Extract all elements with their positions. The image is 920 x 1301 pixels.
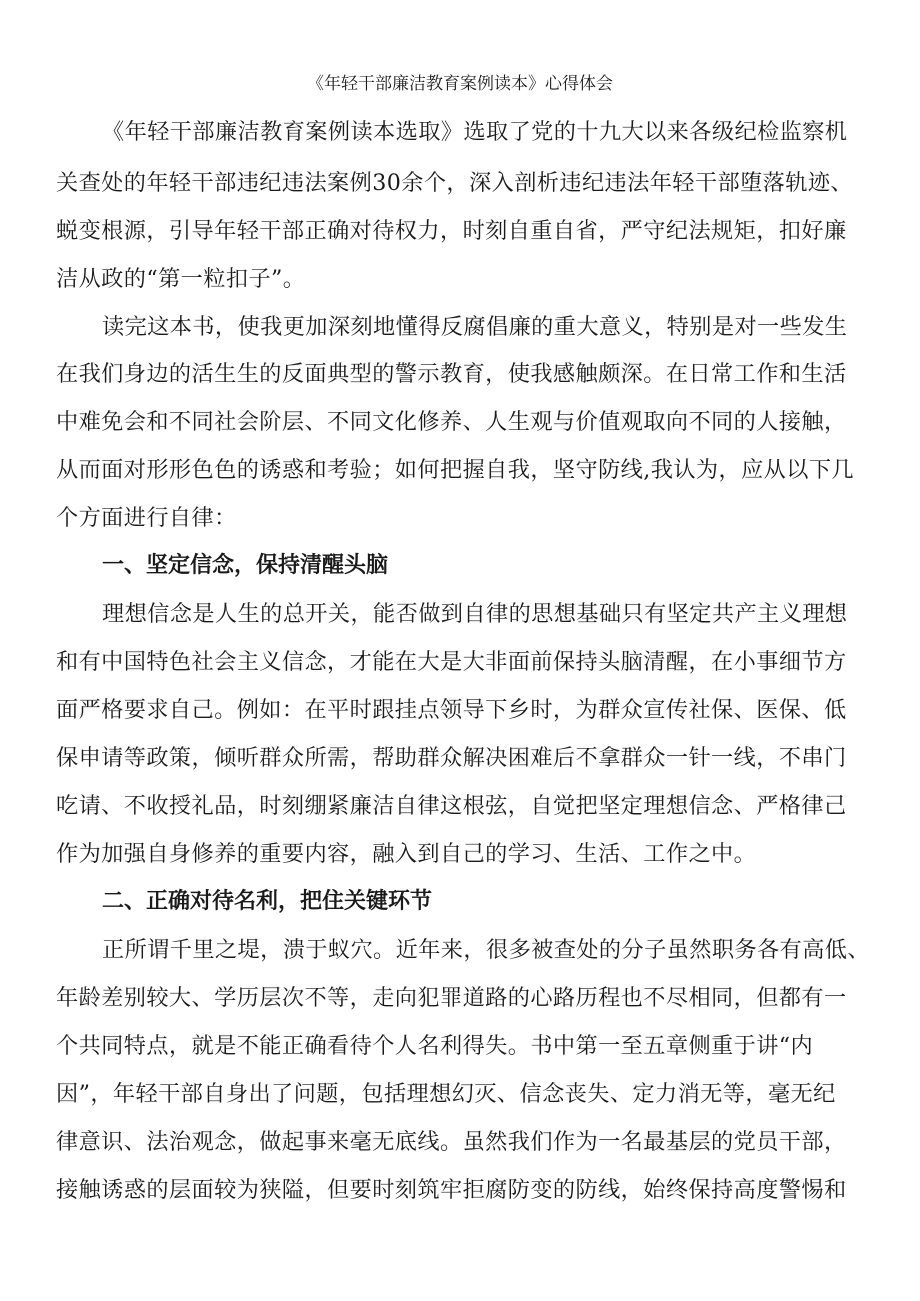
section-2-line-3: 个共同特点，就是不能正确看待个人名利得失。书中第一至五章侧重于讲“内: [56, 1033, 814, 1059]
paragraph-2-line-5: 个方面进行自律：: [56, 505, 237, 531]
paragraph-2-line-3: 中难免会和不同社会阶层、不同文化修养、人生观与价值观取向不同的人接触，: [56, 409, 847, 435]
section-2-line-4: 因”，年轻干部自身出了问题，包括理想幻灭、信念丧失、定力消无等，毫无纪: [56, 1081, 836, 1107]
paragraph-1-line-1: 《年轻干部廉洁教育案例读本选取》选取了党的十九大以来各级纪检监察机: [102, 119, 848, 145]
section-1-line-3: 面严格要求自己。例如：在平时跟挂点领导下乡时，为群众宣传社保、医保、低: [56, 697, 847, 723]
paragraph-2-line-1: 读完这本书，使我更加深刻地懂得反腐倡廉的重大意义，特别是对一些发生: [102, 314, 848, 340]
paragraph-1-line-3: 蜕变根源，引导年轻干部正确对待权力，时刻自重自省，严守纪法规矩，扣好廉: [56, 218, 847, 244]
section-1-line-6: 作为加强自身修养的重要内容，融入到自己的学习、生活、工作之中。: [56, 841, 757, 867]
paragraph-1-line-4: 洁从政的“第一粒扣子”。: [56, 266, 306, 292]
section-2-line-5: 律意识、法治观念，做起事来毫无底线。虽然我们作为一名最基层的党员干部，: [56, 1129, 847, 1155]
section-1-line-5: 吃请、不收授礼品，时刻绷紧廉洁自律这根弦，自觉把坚定理想信念、严格律己: [56, 793, 847, 819]
paragraph-2-line-4: 从而面对形形色色的诱惑和考验；如何把握自我，坚守防线,我认为，应从以下几: [56, 457, 855, 483]
section-1-heading: 一、坚定信念，保持清醒头脑: [102, 553, 389, 578]
paragraph-1-line-2: 关查处的年轻干部违纪违法案例30余个，深入剖析违纪违法年轻干部堕落轨迹、: [56, 170, 854, 196]
paragraph-2-line-2: 在我们身边的活生生的反面典型的警示教育，使我感触颇深。在日常工作和生活: [56, 361, 847, 387]
section-1-line-1: 理想信念是人生的总开关，能否做到自律的思想基础只有坚定共产主义理想: [102, 601, 848, 627]
section-2-line-1: 正所谓千里之堤，溃于蚁穴。近年来，很多被查处的分子虽然职务各有高低、: [102, 937, 870, 963]
section-2-line-6: 接触诱惑的层面较为狭隘，但要时刻筑牢拒腐防变的防线，始终保持高度警惕和: [56, 1177, 847, 1203]
section-2-line-2: 年龄差别较大、学历层次不等，走向犯罪道路的心路历程也不尽相同，但都有一: [56, 985, 847, 1011]
section-1-line-4: 保申请等政策，倾听群众所需，帮助群众解决困难后不拿群众一针一线，不串门: [56, 745, 847, 771]
section-1-line-2: 和有中国特色社会主义信念，才能在大是大非面前保持头脑清醒，在小事细节方: [56, 649, 847, 675]
section-2-heading: 二、正确对待名利，把住关键环节: [102, 889, 433, 914]
document-title: 《年轻干部廉洁教育案例读本》心得体会: [307, 74, 613, 94]
